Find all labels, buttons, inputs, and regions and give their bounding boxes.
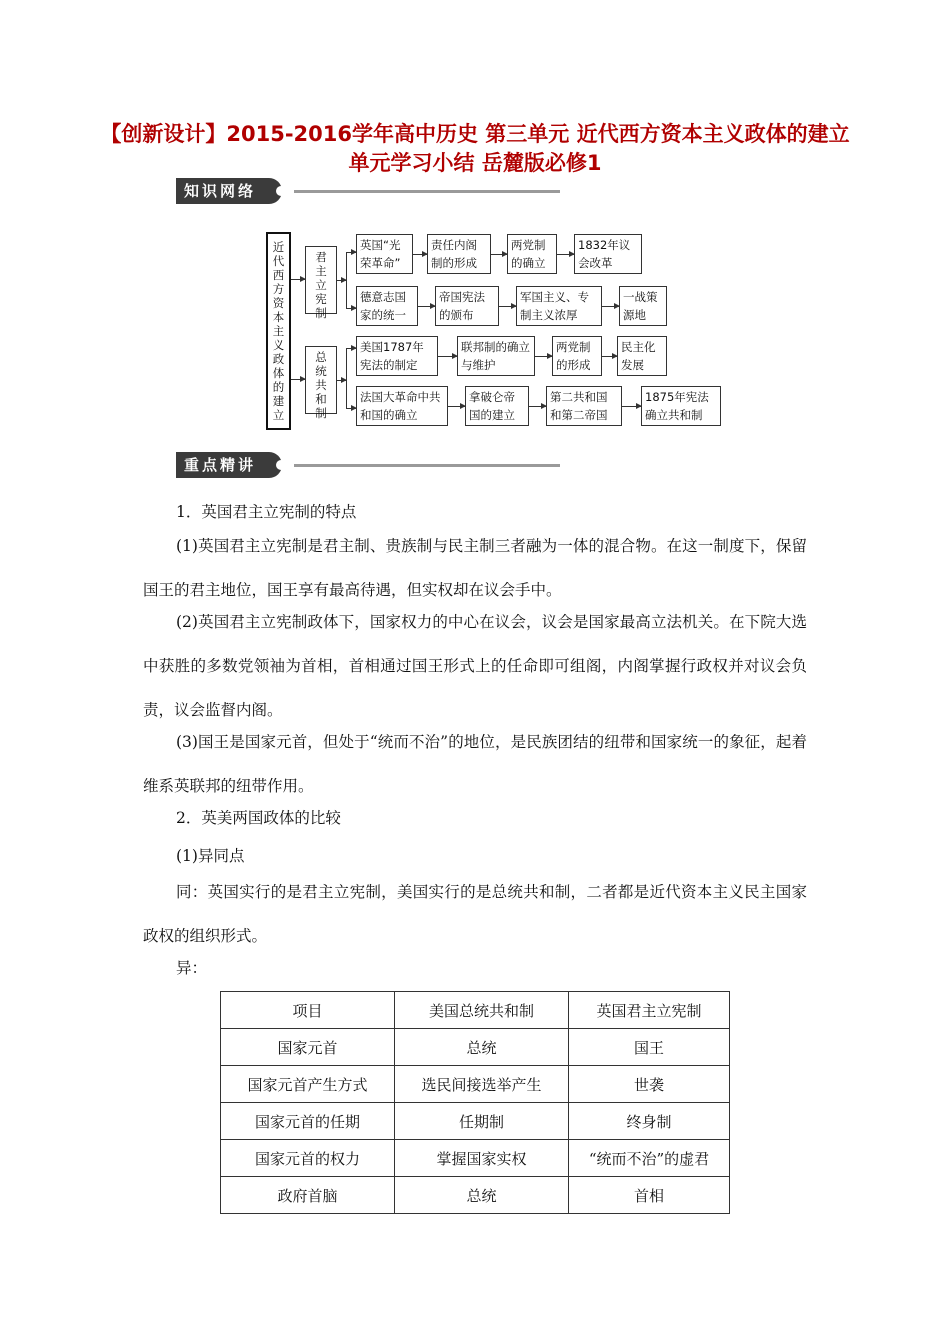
- section-rule: [294, 464, 560, 467]
- table-cell: 政府首脑: [221, 1177, 395, 1214]
- branch-constitutional-monarchy: [305, 246, 337, 320]
- diagram-connector: [346, 252, 356, 253]
- node-french-republic: 法国大革命中共和国的确立: [356, 386, 448, 426]
- table-row: [221, 1177, 730, 1214]
- table-cell: 终身制: [569, 1103, 730, 1140]
- table-cell: “统而不治”的虚君: [569, 1140, 730, 1177]
- table-cell: 首相: [569, 1177, 730, 1214]
- diagram-arrow: [448, 406, 465, 407]
- table-cell: 选民间接选举产生: [395, 1066, 569, 1103]
- node-ww1-origin: 一战策源地: [619, 286, 667, 326]
- document-title: 【创新设计】2015-2016学年高中历史 第三单元 近代西方资本主义政体的建立单元学习小结 岳麓版必修1: [100, 122, 850, 175]
- diagram-arrow: [622, 406, 641, 407]
- comparison-table: [220, 991, 730, 1214]
- section-rule: [294, 190, 560, 193]
- diagram-root-text: 近代西方资本主义政体的建立: [272, 240, 285, 422]
- table-cell: 国家元首的任期: [221, 1103, 395, 1140]
- table-cell: 任期制: [395, 1103, 569, 1140]
- diagram-root: [266, 232, 291, 430]
- diagram-arrow: [602, 306, 619, 307]
- bullet-dot-icon: [276, 460, 286, 470]
- table-row: [221, 1140, 730, 1177]
- table-header-cell: 美国总统共和制: [395, 992, 569, 1029]
- bullet-dot-icon: [276, 186, 286, 196]
- node-us-1787-constitution: 美国1787年宪法的制定: [356, 336, 438, 376]
- table-header-cell: 项目: [221, 992, 395, 1029]
- knowledge-network-diagram: [260, 224, 730, 434]
- heading-3: (1)异同点: [176, 847, 245, 865]
- node-two-party-us: 两党制的形成: [552, 336, 602, 376]
- paragraph-1: (1)英国君主立宪制是君主制、贵族制与民主制三者融为一体的混合物。在这一制度下，保留国王的君主地位，国王享有最高待遇，但实权却在议会手中。: [143, 537, 807, 599]
- table-header-row: [221, 992, 730, 1029]
- node-democratization: 民主化发展: [617, 336, 667, 376]
- table-row: [221, 1029, 730, 1066]
- diagram-arrow: [499, 306, 516, 307]
- table-cell: 国家元首: [221, 1029, 395, 1066]
- diagram-connector: [346, 408, 356, 409]
- diagram-arrow: [535, 356, 552, 357]
- branch-label: 君主立宪制: [315, 250, 327, 320]
- paragraph-3: (3)国王是国家元首，但处于“统而不治”的地位，是民族团结的纽带和国家统一的象征，起着维系英联邦的纽带作用。: [143, 733, 807, 795]
- node-napoleon-empire: 拿破仑帝国的建立: [465, 386, 529, 426]
- section-header-focus: [176, 452, 560, 478]
- table-header-cell: 英国君主立宪制: [569, 992, 730, 1029]
- branch-label: 总统共和制: [315, 350, 327, 420]
- paragraph-2: (2)英国君主立宪制政体下，国家权力的中心在议会，议会是国家最高立法机关。在下院大选中获胜的多数党领袖为首相，首相通过国王形式上的任命即可组阁，内阁掌握行政权并对议会负责，议会监督内阁。: [143, 613, 807, 719]
- node-federalism: 联邦制的确立与维护: [457, 336, 535, 376]
- node-two-party-uk: 两党制的确立: [507, 234, 557, 274]
- table-row: [221, 1066, 730, 1103]
- node-1832-reform: 1832年议会改革: [574, 234, 642, 274]
- table-cell: 国家元首的权力: [221, 1140, 395, 1177]
- heading-1: 1．英国君主立宪制的特点: [176, 503, 357, 521]
- section-header-network: [176, 178, 560, 204]
- table-row: [221, 1103, 730, 1140]
- node-militarism: 军国主义、专制主义浓厚: [516, 286, 602, 326]
- diagram-arrow: [438, 356, 457, 357]
- table-cell: 国王: [569, 1029, 730, 1066]
- node-glorious-revolution: 英国“光荣革命”: [356, 234, 413, 274]
- diagram-arrow: [418, 306, 435, 307]
- table-cell: 总统: [395, 1029, 569, 1066]
- diagram-arrow: [413, 254, 427, 255]
- table-cell: 掌握国家实权: [395, 1140, 569, 1177]
- node-second-republic-empire: 第二共和国和第二帝国: [546, 386, 622, 426]
- diagram-arrow: [529, 406, 546, 407]
- diagram-connector: [337, 380, 346, 381]
- diagram-connector: [346, 308, 356, 309]
- node-cabinet-system: 责任内阁制的形成: [427, 234, 491, 274]
- diagram-arrow: [491, 254, 507, 255]
- diagram-connector: [291, 279, 305, 280]
- node-german-unification: 德意志国家的统一: [356, 286, 418, 326]
- table-cell: 国家元首产生方式: [221, 1066, 395, 1103]
- heading-2: 2．英美两国政体的比较: [176, 809, 341, 827]
- table-cell: 总统: [395, 1177, 569, 1214]
- diagram-connector: [346, 348, 356, 349]
- table-cell: 世袭: [569, 1066, 730, 1103]
- section-label-network: 知识网络: [176, 178, 282, 204]
- diagram-arrow: [557, 254, 574, 255]
- paragraph-4: 同：英国实行的是君主立宪制，美国实行的是总统共和制，二者都是近代资本主义民主国家政权的组织形式。: [143, 883, 807, 945]
- section-label-focus: 重点精讲: [176, 452, 282, 478]
- diagram-connector: [337, 280, 346, 281]
- node-imperial-constitution: 帝国宪法的颁布: [435, 286, 499, 326]
- diagram-connector: [291, 379, 305, 380]
- paragraph-5: 异：: [176, 959, 208, 977]
- branch-presidential-republic: [305, 346, 337, 420]
- diagram-arrow: [602, 356, 617, 357]
- node-1875-constitution: 1875年宪法确立共和制: [641, 386, 721, 426]
